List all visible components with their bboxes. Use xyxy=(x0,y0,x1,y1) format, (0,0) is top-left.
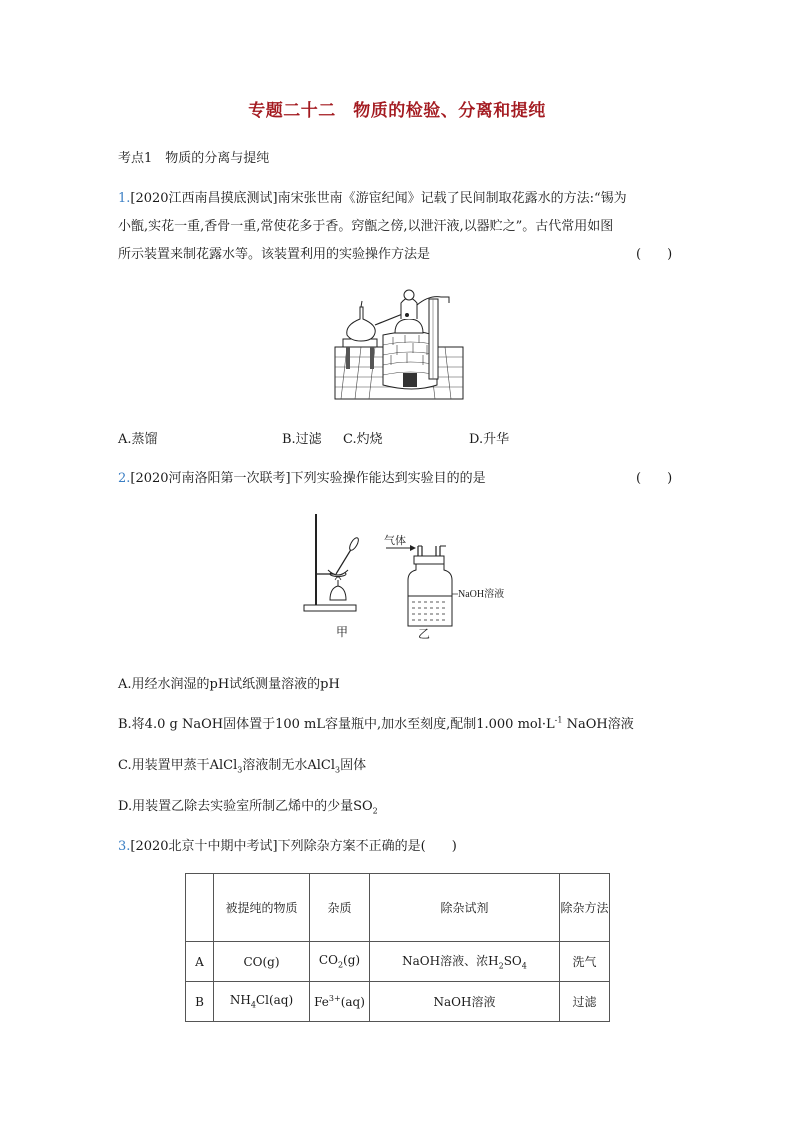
answer-blank: ( ) xyxy=(636,471,673,486)
question-number: 2. xyxy=(118,471,131,486)
table-header-cell: 被提纯的物质 xyxy=(214,874,310,942)
question-text: [2020北京十中期中考试]下列除杂方案不正确的是( ) xyxy=(130,839,457,854)
section-heading: 考点1 物质的分离与提纯 xyxy=(118,151,270,166)
answer-blank: ( ) xyxy=(636,247,673,262)
question-1-line-3: 所示装置来制花露水等。该装置利用的实验操作方法是 xyxy=(118,247,431,262)
table-cell: B xyxy=(186,982,214,1022)
table-row xyxy=(186,942,610,982)
table-header-cell: 除杂方法 xyxy=(560,874,610,942)
figure-label-yi: 乙 xyxy=(418,627,431,641)
option-b: B.将4.0 g NaOH固体置于100 mL容量瓶中,加水至刻度,配制1.000 $mol\cdot L^{-1}$ NaOH溶液 xyxy=(118,715,634,732)
table-cell: CO(g) xyxy=(214,942,310,982)
table-header-cell xyxy=(186,874,214,942)
option-a: A.用经水润湿的pH试纸测量溶液的pH xyxy=(118,677,340,692)
option-b: B.过滤 xyxy=(282,432,322,447)
figure-label-jia: 甲 xyxy=(336,625,349,639)
question-number: 3. xyxy=(118,839,131,854)
table-cell: NaOH溶液 xyxy=(370,982,560,1022)
option-c: C.用装置甲蒸干AlCl$_3$溶液制无水AlCl$_3$固体 xyxy=(118,758,367,775)
option-a: A.蒸馏 xyxy=(118,432,158,447)
impurity-removal-table xyxy=(185,873,610,1022)
table-cell: 过滤 xyxy=(560,982,610,1022)
table-cell: NaOH溶液、浓$H_2SO_4$ xyxy=(370,942,560,982)
table-header-cell: 除杂试剂 xyxy=(370,874,560,942)
question-2-line-1 xyxy=(118,467,486,486)
question-3-line-1 xyxy=(118,835,457,854)
table-cell: 洗气 xyxy=(560,942,610,982)
option-d: D.升华 xyxy=(469,432,510,447)
question-1-line-2: 小甑,实花一重,香骨一重,常使花多于香。窍甑之傍,以泄汗液,以器贮之”。古代常用如图 xyxy=(118,219,614,234)
table-cell: $CO_2(g)$ xyxy=(310,942,370,982)
option-c: C.灼烧 xyxy=(343,432,383,447)
question-text: [2020江西南昌摸底测试]南宋张世南《游宦纪闻》记载了民间制取花露水的方法:“锡为 xyxy=(130,191,627,206)
naoh-solution-label: NaOH溶液 xyxy=(458,589,505,600)
table-header-cell: 杂质 xyxy=(310,874,370,942)
table-cell: A xyxy=(186,942,214,982)
table-header-row xyxy=(186,874,610,942)
option-d: D.用装置乙除去实验室所制乙烯中的少量$SO_2$ xyxy=(118,799,378,816)
question-text: [2020河南洛阳第一次联考]下列实验操作能达到实验目的的是 xyxy=(130,471,486,486)
table-cell: $Fe^{3+}(aq)$ xyxy=(310,982,370,1022)
question-number: 1. xyxy=(118,191,131,206)
gas-label: 气体 xyxy=(384,535,406,547)
distillation-apparatus-figure xyxy=(333,285,465,401)
table-cell: $NH_4Cl(aq)$ xyxy=(214,982,310,1022)
question-1-line-1 xyxy=(118,187,627,206)
page-title: 专题二十二 物质的检验、分离和提纯 xyxy=(248,101,546,121)
table-row xyxy=(186,982,610,1022)
lab-apparatus-figure xyxy=(300,508,510,643)
